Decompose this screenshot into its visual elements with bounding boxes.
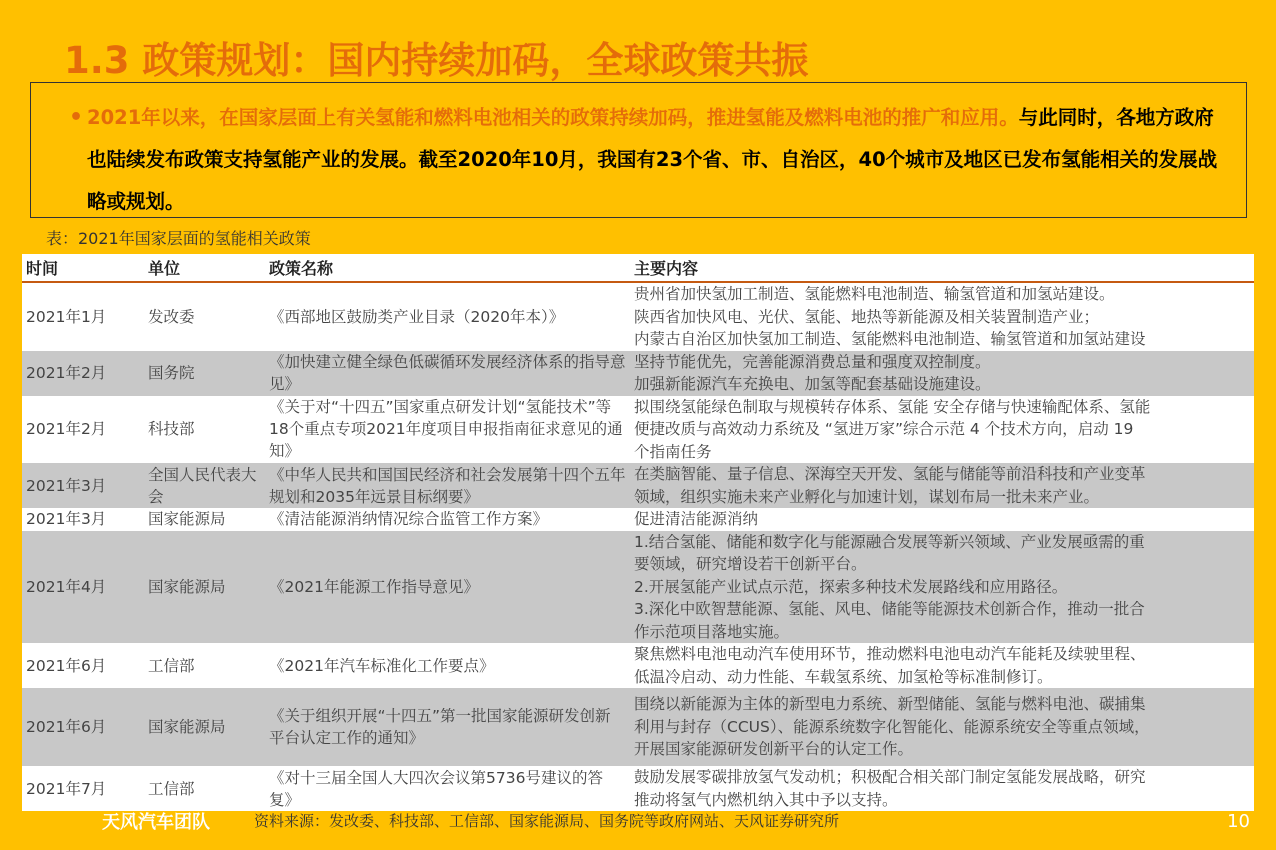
policy-cell: 《清洁能源消纳情况综合监管工作方案》 — [265, 508, 630, 531]
content-line: 加强新能源汽车充换电、加氢等配套基础设施建设。 — [634, 375, 991, 393]
header-unit: 单位 — [144, 254, 265, 282]
content-line: 利用与封存（CCUS）、能源系统数字化智能化、能源系统安全等重点领域， — [634, 717, 1150, 736]
content-line: 2.开展氢能产业试点示范，探索多种技术发展路线和应用路径。 — [634, 577, 1068, 596]
time-cell: 2021年6月 — [22, 643, 144, 688]
unit-cell: 工信部 — [144, 766, 265, 811]
table-row — [22, 643, 1254, 688]
policy-cell: 《加快建立健全绿色低碳循环发展经济体系的指导意见》 — [265, 351, 630, 396]
content-cell — [630, 688, 1254, 766]
policy-cell: 《关于组织开展“十四五”第一批国家能源研发创新平台认定工作的通知》 — [265, 688, 630, 766]
table-row — [22, 282, 1254, 351]
unit-cell: 国家能源局 — [144, 531, 265, 644]
policy-cell: 《2021年能源工作指导意见》 — [265, 531, 630, 644]
content-line: 拟围绕氢能绿色制取与规模转存体系、氢能 安全存储与快速输配体系、氢能 — [634, 397, 1151, 416]
table-row — [22, 531, 1254, 644]
unit-cell: 发改委 — [144, 282, 265, 351]
content-line: 陕西省加快风电、光伏、氢能、地热等新能源及相关装置制造产业； — [634, 307, 1100, 326]
time-cell: 2021年2月 — [22, 351, 144, 396]
page-number: 10 — [1227, 811, 1250, 832]
policy-table — [22, 254, 1254, 811]
content-line: 领域，组织实施未来产业孵化与加速计划，谋划布局一批未来产业。 — [634, 487, 1100, 506]
time-cell: 2021年6月 — [22, 688, 144, 766]
table-row — [22, 688, 1254, 766]
content-cell — [630, 351, 1254, 396]
header-content: 主要内容 — [630, 254, 1254, 282]
content-line: 便捷改质与高效动力系统及 “氢进万家”综合示范 4 个技术方向，启动 19 — [634, 420, 1134, 438]
policy-cell: 《对十三届全国人大四次会议第5736号建议的答复》 — [265, 766, 630, 811]
content-line: 内蒙古自治区加快氢加工制造、氢能燃料电池制造、输氢管道和加氢站建设 — [634, 330, 1146, 348]
content-line: 促进清洁能源消纳 — [634, 510, 759, 528]
intro-highlight: 2021年以来，在国家层面上有关氢能和燃料电池相关的政策持续加码，推进氢能及燃料电池的推广和应用。 — [87, 106, 1019, 129]
time-cell: 2021年7月 — [22, 766, 144, 811]
content-line: 坚持节能优先，完善能源消费总量和强度双控制度。 — [634, 352, 991, 371]
time-cell: 2021年3月 — [22, 508, 144, 531]
page-title: 1.3 政策规划：国内持续加码，全球政策共振 — [64, 39, 809, 82]
table-caption: 表：2021年国家层面的氢能相关政策 — [46, 229, 311, 248]
policy-cell: 《西部地区鼓励类产业目录（2020年本）》 — [265, 282, 630, 351]
content-line: 推动将氢气内燃机纳入其中予以支持。 — [634, 790, 898, 809]
content-line: 鼓励发展零碳排放氢气发动机；积极配合相关部门制定氢能发展战略，研究 — [634, 768, 1146, 786]
unit-cell: 全国人民代表大会 — [144, 463, 265, 508]
time-cell: 2021年4月 — [22, 531, 144, 644]
header-policy: 政策名称 — [265, 254, 630, 282]
header-time: 时间 — [22, 254, 144, 282]
content-line: 低温冷启动、动力性能、车载氢系统、加氢枪等标准制修订。 — [634, 667, 1053, 686]
table-row — [22, 508, 1254, 531]
content-line: 3.深化中欧智慧能源、氢能、风电、储能等能源技术创新合作，推动一批合 — [634, 600, 1145, 618]
table-body — [22, 282, 1254, 811]
content-line: 围绕以新能源为主体的新型电力系统、新型储能、氢能与燃料电池、碳捕集 — [634, 695, 1146, 714]
bullet-icon: • — [69, 105, 84, 130]
unit-cell: 国家能源局 — [144, 508, 265, 531]
unit-cell: 国务院 — [144, 351, 265, 396]
content-line: 聚焦燃料电池电动汽车使用环节，推动燃料电池电动汽车能耗及续驶里程、 — [634, 645, 1146, 663]
table-row — [22, 766, 1254, 811]
policy-cell: 《中华人民共和国国民经济和社会发展第十四个五年规划和2035年远景目标纲要》 — [265, 463, 630, 508]
content-cell — [630, 531, 1254, 644]
footer-source: 资料来源：发改委、科技部、工信部、国家能源局、国务院等政府网站、天风证券研究所 — [254, 812, 840, 830]
table-header-row — [22, 254, 1254, 282]
unit-cell: 工信部 — [144, 643, 265, 688]
intro-box — [30, 82, 1247, 218]
table-row — [22, 351, 1254, 396]
content-line: 贵州省加快氢加工制造、氢能燃料电池制造、输氢管道和加氢站建设。 — [634, 285, 1115, 303]
intro-text: 与此同时，各地方政府也陆续发布政策支持氢能产业的发展。截至2020年10月，我国有23个省、市、自治区，40个城市及地区已发布氢能相关的发展战略或规划。 — [87, 106, 1218, 213]
policy-cell: 《关于对“十四五”国家重点研发计划“氢能技术”等18个重点专项2021年度项目申报指南征求意见的通知》 — [265, 396, 630, 464]
content-cell — [630, 643, 1254, 688]
table-row — [22, 396, 1254, 464]
content-line: 个指南任务 — [634, 442, 712, 461]
time-cell: 2021年1月 — [22, 282, 144, 351]
table-row — [22, 463, 1254, 508]
content-line: 作示范项目落地实施。 — [634, 622, 790, 641]
unit-cell: 科技部 — [144, 396, 265, 464]
time-cell: 2021年2月 — [22, 396, 144, 464]
content-line: 开展国家能源研发创新平台的认定工作。 — [634, 740, 914, 759]
content-cell — [630, 508, 1254, 531]
content-cell — [630, 766, 1254, 811]
time-cell: 2021年3月 — [22, 463, 144, 508]
unit-cell: 国家能源局 — [144, 688, 265, 766]
policy-cell: 《2021年汽车标准化工作要点》 — [265, 643, 630, 688]
content-line: 要领域，研究增设若干创新平台。 — [634, 555, 867, 573]
content-cell — [630, 463, 1254, 508]
content-cell — [630, 282, 1254, 351]
footer-team: 天风汽车团队 — [102, 812, 210, 833]
content-cell — [630, 396, 1254, 464]
content-line: 在类脑智能、量子信息、深海空天开发、氢能与储能等前沿科技和产业变革 — [634, 465, 1146, 483]
content-line: 1.结合氢能、储能和数字化与能源融合发展等新兴领域、产业发展亟需的重 — [634, 532, 1145, 551]
